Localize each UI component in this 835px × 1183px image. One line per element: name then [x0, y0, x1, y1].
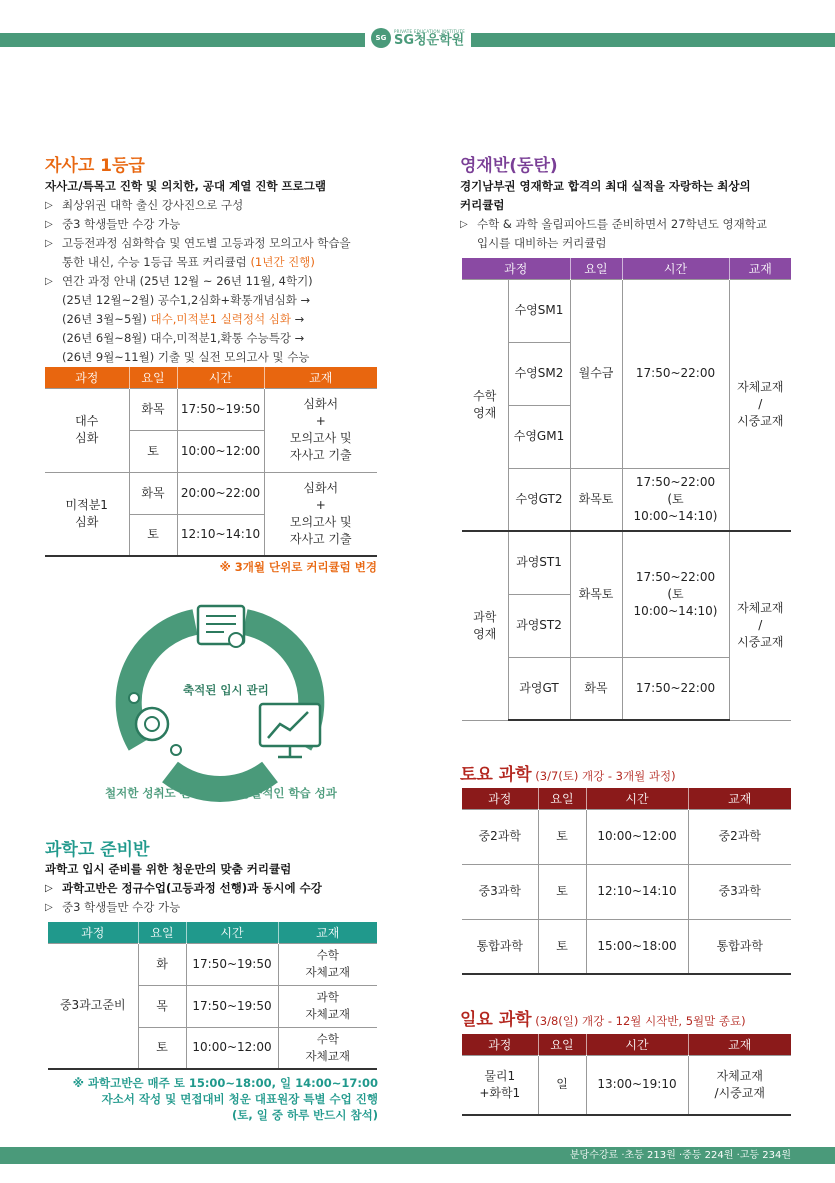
list-item-cont: 입시를 대비하는 커리큘럼 [477, 236, 607, 250]
day-cell: 토 [538, 919, 586, 974]
col-header: 과정 [462, 1034, 538, 1055]
time-cell: 10:00~12:00 [177, 430, 264, 472]
book-cell: 과학 자체교재 [278, 985, 377, 1027]
col-header: 시간 [177, 367, 264, 388]
process-ring-diagram [110, 594, 330, 804]
day-cell: 토 [129, 514, 177, 556]
time-cell: 17:50~22:00 (토 10:00~14:10) [622, 468, 729, 531]
day-cell: 목 [138, 985, 186, 1027]
col-header: 교재 [278, 922, 377, 943]
col-header: 요일 [538, 1034, 586, 1055]
book-cell: 자체교재 /시중교재 [688, 1055, 791, 1115]
book-cell: 심화서 + 모의고사 및 자사고 기출 [264, 388, 377, 472]
list-item: ▷ 중3 학생들만 수강 가능 [45, 898, 390, 917]
col-header: 과정 [48, 922, 138, 943]
col-header: 시간 [586, 1034, 688, 1055]
col-header: 요일 [538, 788, 586, 809]
ring-label-top: 축적된 입시 관리 [183, 683, 269, 697]
schedule-3: (26년 6월~8월) 대수,미적분1,확통 수능특강 → [62, 331, 305, 345]
jasago-subtitle: 자사고/특목고 진학 및 의치한, 공대 계열 진학 프로그램 [45, 179, 326, 193]
jasago-note: ※ 3개월 단위로 커리큘럼 변경 [219, 560, 377, 574]
course-cell: 수영SM2 [508, 342, 570, 405]
col-header: 시간 [186, 922, 278, 943]
col-header: 교재 [264, 367, 377, 388]
time-cell: 13:00~19:10 [586, 1055, 688, 1115]
time-cell: 17:50~19:50 [186, 943, 278, 985]
schedule-4: (26년 9월~11월) 기출 및 실전 모의고사 및 수능 [62, 350, 310, 364]
course-cell: 미적분1 심화 [45, 472, 129, 556]
list-item: ▷ 연간 과정 안내 (25년 12월 ~ 26년 11월, 4학기) [45, 272, 390, 291]
gwahakgo-note: ※ 과학고반은 매주 토 15:00~18:00, 일 14:00~17:00 자소서 작성 및 면접대비 청운 대표원장 특별 수업 진행 (토, 일 중 하루 반드시 참석) [72, 1076, 378, 1122]
list-item-cont: 통한 내신, 수능 1등급 목표 커리큘럼 (1년간 진행) [62, 255, 315, 269]
sunday-heading [460, 1005, 746, 1030]
list-item: ▷ 과학고반은 정규수업(고등과정 선행)과 동시에 수강 [45, 879, 390, 898]
time-cell: 20:00~22:00 [177, 472, 264, 514]
youngjae-table [462, 258, 791, 721]
youngjae-list [460, 215, 800, 253]
course-cell: 수영GT2 [508, 468, 570, 531]
academy-logo [365, 26, 471, 50]
logo-mark-icon: SG [371, 28, 391, 48]
logo-tagline: PRIVATE EDUCATION INSTITUTE [393, 28, 466, 34]
time-cell: 17:50~19:50 [177, 388, 264, 430]
course-cell: 중3과학 [462, 864, 538, 919]
col-header: 시간 [586, 788, 688, 809]
col-header: 요일 [570, 258, 622, 279]
day-cell: 화목 [129, 472, 177, 514]
logo-name: SG청운학원 [393, 32, 465, 48]
gwahakgo-title: 과학고 준비반 [45, 840, 150, 860]
day-cell: 토 [538, 864, 586, 919]
book-cell: 수학 자체교재 [278, 943, 377, 985]
book-cell: 수학 자체교재 [278, 1027, 377, 1069]
col-header: 과정 [45, 367, 129, 388]
time-cell: 17:50~19:50 [186, 985, 278, 1027]
book-cell: 자체교재 / 시중교재 [729, 531, 791, 720]
day-cell: 화목 [129, 388, 177, 430]
schedule-2: (26년 3월~5월) 대수,미적분1 실력정석 심화 → [62, 312, 305, 326]
book-cell: 통합과학 [688, 919, 791, 974]
col-header: 교재 [688, 788, 791, 809]
ring-label-right: 능률적인 학습 성과 [240, 786, 337, 800]
course-cell: 과영GT [508, 657, 570, 720]
youngjae-subtitle: 경기남부권 영재학교 합격의 최대 실적을 자랑하는 최상의 커리큘럼 [460, 179, 751, 212]
time-cell: 15:00~18:00 [586, 919, 688, 974]
list-item: ▷ 수학 & 과학 올림피아드를 준비하면서 27학년도 영재학교 [460, 215, 800, 234]
course-cell: 중2과학 [462, 809, 538, 864]
saturday-table [462, 788, 791, 975]
list-item: ▷ 고등전과정 심화학습 및 연도별 고등과정 모의고사 학습을 [45, 234, 390, 253]
jasago-table [45, 367, 377, 557]
time-cell: 10:00~12:00 [586, 809, 688, 864]
time-cell: 10:00~12:00 [186, 1027, 278, 1069]
day-cell: 토 [538, 809, 586, 864]
col-header: 과정 [462, 258, 570, 279]
col-header: 교재 [729, 258, 791, 279]
group-cell: 수학 영재 [462, 279, 508, 531]
time-cell: 12:10~14:10 [586, 864, 688, 919]
time-cell: 17:50~22:00 [622, 657, 729, 720]
course-cell: 수영SM1 [508, 279, 570, 342]
saturday-heading [460, 760, 676, 785]
course-cell: 과영ST1 [508, 531, 570, 594]
col-header: 과정 [462, 788, 538, 809]
day-cell: 토 [129, 430, 177, 472]
day-cell: 토 [138, 1027, 186, 1069]
time-cell: 17:50~22:00 [622, 279, 729, 468]
gwahakgo-table [48, 922, 377, 1070]
sunday-info: (3/8(일) 개강 - 12월 시작반, 5월말 종료) [535, 1014, 746, 1028]
course-cell: 대수 심화 [45, 388, 129, 472]
time-cell: 17:50~22:00 (토 10:00~14:10) [622, 531, 729, 657]
list-item: ▷ 최상위권 대학 출신 강사진으로 구성 [45, 196, 390, 215]
footer-bar [0, 1147, 835, 1164]
day-cell: 화목토 [570, 468, 622, 531]
course-cell: 중3과고준비 [48, 943, 138, 1069]
jasago-list [45, 196, 390, 367]
day-cell: 일 [538, 1055, 586, 1115]
youngjae-title: 영재반(동탄) [460, 156, 558, 176]
group-cell: 과학 영재 [462, 531, 508, 720]
sunday-title: 일요 과학 [460, 1010, 532, 1030]
jasago-title: 자사고 1등급 [45, 156, 145, 176]
saturday-title: 토요 과학 [460, 765, 532, 785]
gwahakgo-list [45, 879, 390, 917]
saturday-info: (3/7(토) 개강 - 3개월 과정) [535, 769, 676, 783]
day-cell: 화목토 [570, 531, 622, 657]
sunday-table [462, 1034, 791, 1116]
list-item: ▷ 중3 학생들만 수강 가능 [45, 215, 390, 234]
day-cell: 화목 [570, 657, 622, 720]
course-cell: 통합과학 [462, 919, 538, 974]
course-cell: 과영ST2 [508, 594, 570, 657]
footer-fee-text: 분당수강료 ·초등 213원 ·중등 224원 ·고등 234원 [569, 1150, 791, 1161]
course-cell: 물리1 +화학1 [462, 1055, 538, 1115]
gwahakgo-subtitle: 과학고 입시 준비를 위한 청운만의 맞춤 커리큘럼 [45, 862, 292, 876]
day-cell: 월수금 [570, 279, 622, 468]
course-cell: 수영GM1 [508, 405, 570, 468]
time-cell: 12:10~14:10 [177, 514, 264, 556]
col-header: 시간 [622, 258, 729, 279]
schedule-1: (25년 12월~2월) 공수1,2심화+확통개념심화 → [62, 293, 311, 307]
book-cell: 자체교재 / 시중교재 [729, 279, 791, 531]
book-cell: 중2과학 [688, 809, 791, 864]
col-header: 교재 [688, 1034, 791, 1055]
certificate-icon [198, 606, 244, 647]
day-cell: 화 [138, 943, 186, 985]
ring-label-left: 철저한 성취도 관리 [105, 786, 202, 800]
book-cell: 중3과학 [688, 864, 791, 919]
col-header: 요일 [129, 367, 177, 388]
book-cell: 심화서 + 모의고사 및 자사고 기출 [264, 472, 377, 556]
col-header: 요일 [138, 922, 186, 943]
